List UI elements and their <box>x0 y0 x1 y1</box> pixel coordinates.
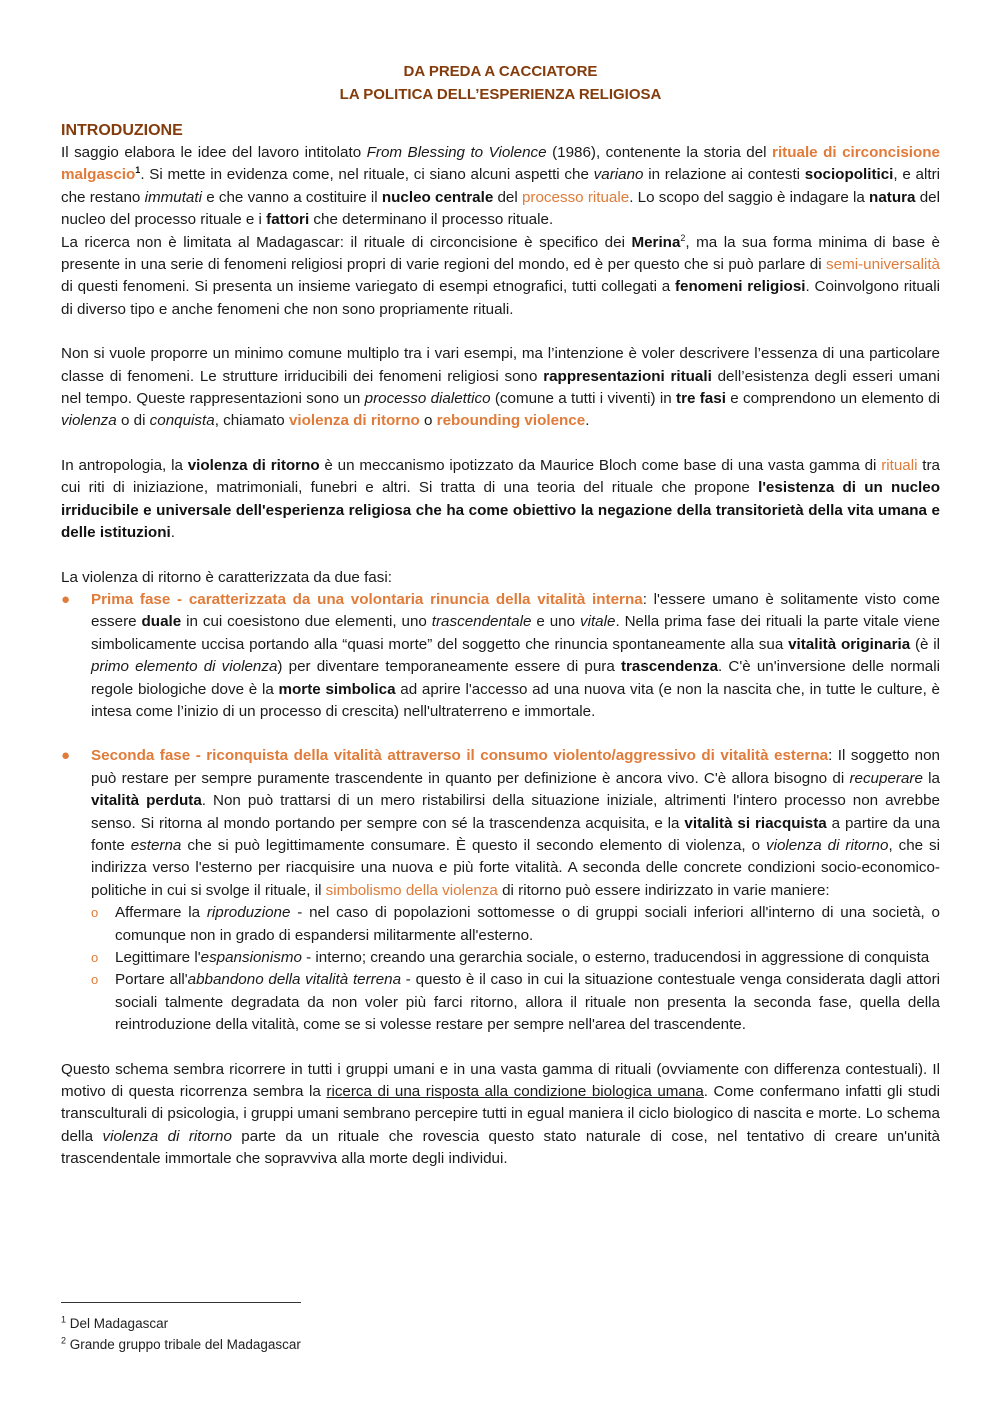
title-line-1: DA PREDA A CACCIATORE <box>403 63 598 80</box>
phases-intro: La violenza di ritorno è caratterizzata da due fasi: <box>61 568 392 586</box>
footnotes <box>61 1313 301 1355</box>
circle-bullet-icon: o <box>91 972 99 988</box>
circle-bullet-icon: o <box>91 905 99 921</box>
sub-item-espansionismo: o Legittimare l'espansionismo - interno; creando una gerarchia sociale, o esterno, traducendosi in aggressione di conquista <box>91 947 940 969</box>
title-line-2: LA POLITICA DELL’ESPERIENZA RELIGIOSA <box>339 86 662 103</box>
paragraph-rappresentazioni: Non si vuole proporre un minimo comune multiplo tra i vari esempi, ma l’intenzione è voler descrivere l’essenza di una particolare classe di fenomeni. Le strutture irriducibili dei fenomeni religiosi sono rappresentazioni rituali dell’esistenza degli esseri umani nel tempo. Queste rappresentazioni sono un processo dialettico (comune a tutti i viventi) in tre fasi e comprendono un elemento di violenza o di conquista, chiamato violenza di ritorno o rebounding violence. <box>61 345 940 430</box>
footnote-2: $^2$ Grande gruppo tribale del Madagascar <box>61 1335 301 1352</box>
intro-paragraph-2: La ricerca non è limitata al Madagascar: il rituale di circoncisione è specifico dei Merina$^2$, ma la sua forma minima di base è presente in una serie di fenomeni religiosi propri di varie regioni del mondo, ed è per questo che si può parlare di semi-universalità di questi fenomeni. Si presenta un insieme variegato di esempi etnografici, tutti collegati a fenomeni religiosi. Coinvolgono rituali di diverso tipo e anche fenomeni che non sono propriamente rituali. <box>61 232 941 318</box>
document-page <box>61 60 940 1171</box>
list-item-prima-fase: ● Prima fase - caratterizzata da una volontaria rinuncia della vitalità interna: l'essere umano è solitamente visto come essere duale in cui coesistono due elementi, uno trascendentale e uno vitale. Nella prima fase dei rituali la parte vitale viene simbolicamente uccisa portando alla “quasi morte” del soggetto che rinuncia spontaneamente alla sua vitalità originaria (è il primo elemento di violenza) per diventare temporaneamente essere di pura trascendenza. C'è un'inversione delle normali regole biologiche dove è la morte simbolica ad aprire l'accesso ad una nuova vita (e non la nascita che, in tutte le culture, è intesa come l’inizio di un processo di crescita) nell'ultraterreno e immortale. <box>61 590 941 720</box>
phases-list <box>61 589 940 1037</box>
sub-item-riproduzione: o Affermare la riproduzione - nel caso di popolazioni sottomesse o di gruppi sociali inferiori all'interno di una società, o comunque non in grado di espandersi militarmente all'esterno. <box>91 904 940 944</box>
intro-paragraph-1: Il saggio elabora le idee del lavoro intitolato From Blessing to Violence (1986), contenente la storia del rituale di circoncisione malgascio$^1$. Si mette in evidenza come, nel rituale, ci siano alcuni aspetti che variano in relazione ai contesti sociopolitici, e altri che restano immutati e che vanno a costituire il nucleo centrale del processo rituale. Lo scopo del saggio è indagare la natura del nucleo del processo rituale e i fattori che determinano il processo rituale. <box>61 144 941 229</box>
bullet-icon: ● <box>61 590 71 608</box>
sub-item-abbandono: o Portare all'abbandono della vitalità terrena - questo è il caso in cui la situazione contestuale venga considerata dagli attori sociali talmente degradata da non voler più farci ritorno, allora il rituale non presenta la seconda fase, quella della reintroduzione della vitalità, come se si volesse restare per sempre nell'area del trascendente. <box>91 971 940 1034</box>
violence-directions-list <box>91 902 940 1036</box>
paragraph-antropologia: In antropologia, la violenza di ritorno è un meccanismo ipotizzato da Maurice Bloch come base di una vasta gamma di rituali tra cui riti di iniziazione, matrimoniali, funebri e altri. Si tratta di una teoria del rituale che propone l'esistenza di un nucleo irriducibile e universale dell'esperienza religiosa che ha come obiettivo la negazione della transitorietà della vita umana e delle istituzioni. <box>61 456 941 542</box>
footnote-ref-1: 1 <box>135 165 141 176</box>
conclusion-paragraph: Questo schema sembra ricorrere in tutti i gruppi umani e in una vasta gamma di rituali (ovviamente con differenza contestuali). Il motivo di questa ricorrenza sembra la ricerca di una risposta alla condizione biologica umana. Come confermano infatti gli studi transculturali di psicologia, i gruppi umani sembrano percepire tutti in egual maniera il ciclo biologico di nascita e morte. Lo schema della violenza di ritorno parte da un rituale che rovescia questo stato naturale di cose, nel tentativo di creare un'unità trascendentale immortale che sopravviva alla morte degli individui. <box>61 1060 940 1168</box>
circle-bullet-icon: o <box>91 950 99 965</box>
document-title <box>61 60 940 106</box>
footnote-1: $^1$ Del Madagascar <box>61 1314 169 1331</box>
list-item-seconda-fase: ● Seconda fase - riconquista della vitalità attraverso il consumo violento/aggressivo di vitalità esterna: Il soggetto non può restare per sempre puramente trascendente in quanto per definizione è ancora vivo. C'è allora bisogno di recuperare la vitalità perduta. Non può trattarsi di un mero ristabilirsi della situazione iniziale, altrimenti l'intero processo non avrebbe senso. Si ritorna al mondo portando per sempre con sé la trascendenza acquisita, e la vitalità si riacquista a partire da una fonte esterna che si può legittimamente consumare. È questo il secondo elemento di violenza, o violenza di ritorno, che si indirizza verso l'esterno per riacquisire una nuova e più forte vitalità. A seconda delle concrete condizioni socio-economico-politiche in cui si svolge il rituale, il simbolismo della violenza di ritorno può essere indirizzato in varie maniere: o Affermare la riproduzione - nel caso di popolazioni sottomesse o di gruppi sociali inferiori all'interno di una società, o comunque non in grado di espandersi militarmente all'esterno. o Legittimare l'espansionismo - interno; creando una gerarchia sociale, o esterno, traducendosi in aggressione di conquista o Portare all'abbandono della vitalità terrena - questo è il caso in cui la situazione contestuale venga considerata dagli attori sociali talmente degradata da non voler più farci ritorno, allora il rituale non presenta la seconda fase, quella della reintroduzione della vitalità, come se si volesse restare per sempre nell'area del trascendente. <box>61 745 940 1036</box>
footnote-ref-2: 2 <box>680 232 686 243</box>
footnote-separator <box>61 1302 301 1303</box>
section-heading-introduzione: INTRODUZIONE <box>61 122 183 139</box>
bullet-icon: ● <box>61 747 71 765</box>
